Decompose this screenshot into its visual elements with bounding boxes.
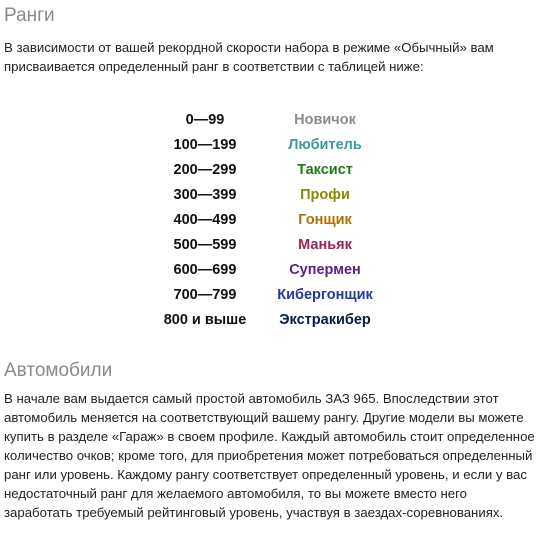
rank-name: Таксист (297, 162, 353, 178)
rank-name: Профи (300, 187, 350, 203)
rank-row (155, 208, 536, 233)
cars-text: В начале вам выдается самый простой автомобиль ЗАЗ 965. Впоследствии этот автомобиль меняется на соответствующий вашему рангу. Другие модели вы можете купить в разделе «Гараж» в своем профиле. Каждый автомобиль стоит определенное количество очков; кроме того, для приобретения может потребоваться определенный ранг или уровень. Каждому рангу соответствует определенный уровень, и если у вас недостаточный ранг для желаемого автомобиля, то вы можете вместо него заработать требуемый рейтинговый уровень, участвуя в заездах-соревнованиях. (4, 391, 535, 520)
rank-range: 200—299 (173, 162, 237, 178)
rank-range: 600—699 (173, 262, 237, 278)
rank-name: Гонщик (298, 212, 352, 228)
ranks-intro-text: В зависимости от вашей рекордной скорости набора в режиме «Обычный» вам присваивается определенный ранг в соответствии с таблицей ниже: (4, 40, 494, 74)
rank-row (155, 158, 536, 183)
ranks-section-title: Ранги (4, 5, 55, 26)
rank-range: 500—599 (173, 237, 237, 253)
rank-name: Супермен (289, 262, 361, 278)
rank-range: 0—99 (185, 112, 225, 128)
rank-table (155, 108, 536, 333)
rank-range: 400—499 (173, 212, 237, 228)
rank-row (155, 108, 536, 133)
rank-name: Экстракибер (279, 312, 371, 328)
rank-range: 800 и выше (163, 312, 247, 328)
rank-name: Любитель (288, 137, 362, 153)
rank-range: 300—399 (173, 187, 237, 203)
rank-row (155, 233, 536, 258)
rank-range: 100—199 (173, 137, 237, 153)
rank-name: Новичок (294, 112, 356, 128)
rank-row (155, 308, 536, 333)
rank-row (155, 133, 536, 158)
cars-section-title: Автомобили (4, 360, 113, 381)
rank-name: Маньяк (298, 237, 352, 253)
rank-range: 700—799 (173, 287, 237, 303)
rank-row (155, 283, 536, 308)
rank-row (155, 258, 536, 283)
rank-row (155, 183, 536, 208)
rank-name: Кибергонщик (277, 287, 373, 303)
